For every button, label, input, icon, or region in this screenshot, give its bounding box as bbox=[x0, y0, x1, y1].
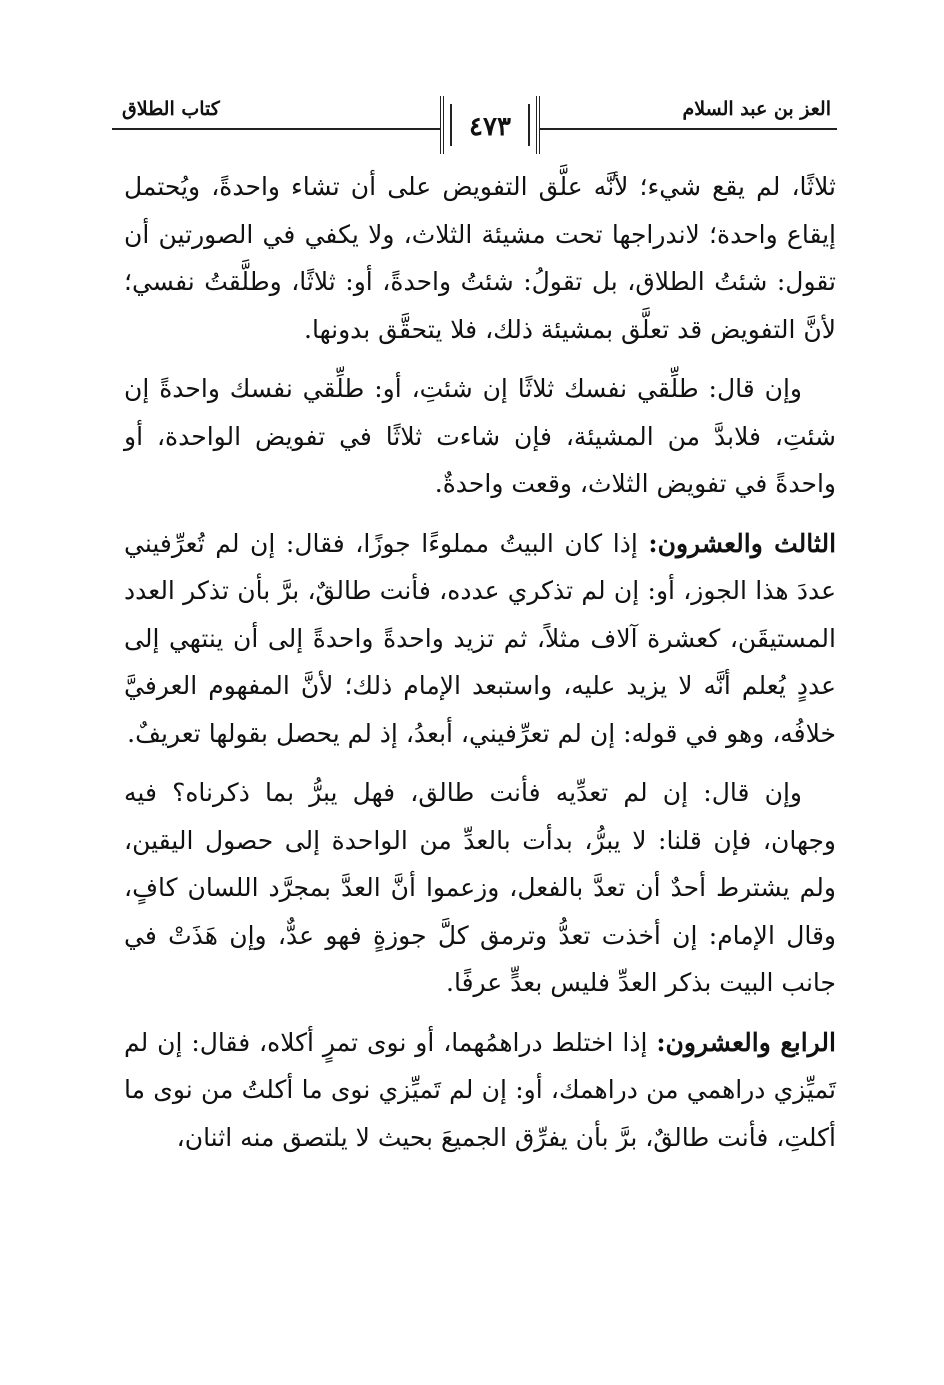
paragraph-2-text: وإن قال: طلِّقي نفسك ثلاثًا إن شئتِ، أو: طلِّقي نفسك واحدةً إن شئتِ، فلابدَّ من المشيئة، فإن شاءت ثلاثًا في تفويض الواحدة، أو واحدةً في تفويض الثلاث، وقعت واحدةٌ. bbox=[124, 374, 836, 498]
paragraph-1-text: ثلاثًا، لم يقع شيء؛ لأنَّه علَّق التفويض على أن تشاء واحدةً، ويُحتمل إيقاع واحدة؛ لاندراجها تحت مشيئة الثلاث، ولا يكفي في الصورتين أن تقول: شئتُ الطلاق، بل تقولُ: شئتُ واحدةً، أو: ثلاثًا، وطلَّقتُ نفسي؛ لأنَّ التفويض قد تعلَّق بمشيئة ذلك، فلا يتحقَّق بدونها. bbox=[124, 172, 836, 344]
paragraph-2 bbox=[124, 365, 836, 508]
page-number: ٤٧٣ bbox=[469, 112, 511, 142]
paragraph-5-text: إذا اختلط دراهمُهما، أو نوى تمرٍ أكلاه، فقال: إن لم تَميِّزي دراهمي من دراهمك، أو: إن لم تَميِّزي نوى ما أكلتُ من نوى ما أكلتِ، فأنت طالقٌ، برَّ بأن يفرِّق الجميعَ بحيث لا يلتصق منه اثنان، bbox=[124, 1027, 836, 1152]
paragraph-3-term: الثالث والعشرون: bbox=[648, 528, 837, 558]
paragraph-4-text: وإن قال: إن لم تعدِّيه فأنت طالق، فهل يبرُّ بما ذكرناه؟ فيه وجهان، فإن قلنا: لا يبرُّ، بدأت بالعدِّ من الواحدة إلى حصول اليقين، ولم يشترط أحدٌ أن تعدَّ بالفعل، وزعموا أنَّ العدَّ بمجرَّد اللسان كافٍ، وقال الإمام: إن أخذت تعدُّ وترمق كلَّ جوزةٍ فهو عدٌّ، وإن هَذَتْ في جانب البيت بذكر العدِّ فليس بعدٍّ عرفًا. bbox=[124, 778, 836, 997]
page-body bbox=[124, 163, 836, 1173]
paragraph-3 bbox=[124, 520, 836, 758]
paragraph-1 bbox=[124, 163, 836, 353]
paragraph-5 bbox=[124, 1019, 836, 1162]
paragraph-3-text: إذا كان البيتُ مملوءًا جوزًا، فقال: إن لم تُعرِّفيني عددَ هذا الجوز، أو: إن لم تذكري عدده، فأنت طالقٌ، برَّ بأن تذكر العدد المستيقَن، كعشرة آلاف مثلاً، ثم تزيد واحدةً واحدةً إلى أن ينتهي إلى عددٍ يُعلم أنَّه لا يزيد عليه، واستبعد الإمام ذلك؛ لأنَّ المفهوم العرفيَّ خلافُه، وهو في قوله: إن لم تعرِّفيني، أبعدُ، إذ لم يحصل بقولها تعريفٌ. bbox=[124, 528, 836, 748]
paragraph-5-term: الرابع والعشرون: bbox=[656, 1027, 836, 1057]
page-header bbox=[112, 96, 837, 158]
book-title: كتاب الطلاق bbox=[122, 98, 220, 120]
paragraph-4 bbox=[124, 769, 836, 1007]
page-number-frame bbox=[440, 96, 540, 154]
author-name: العز بن عبد السلام bbox=[682, 98, 831, 120]
